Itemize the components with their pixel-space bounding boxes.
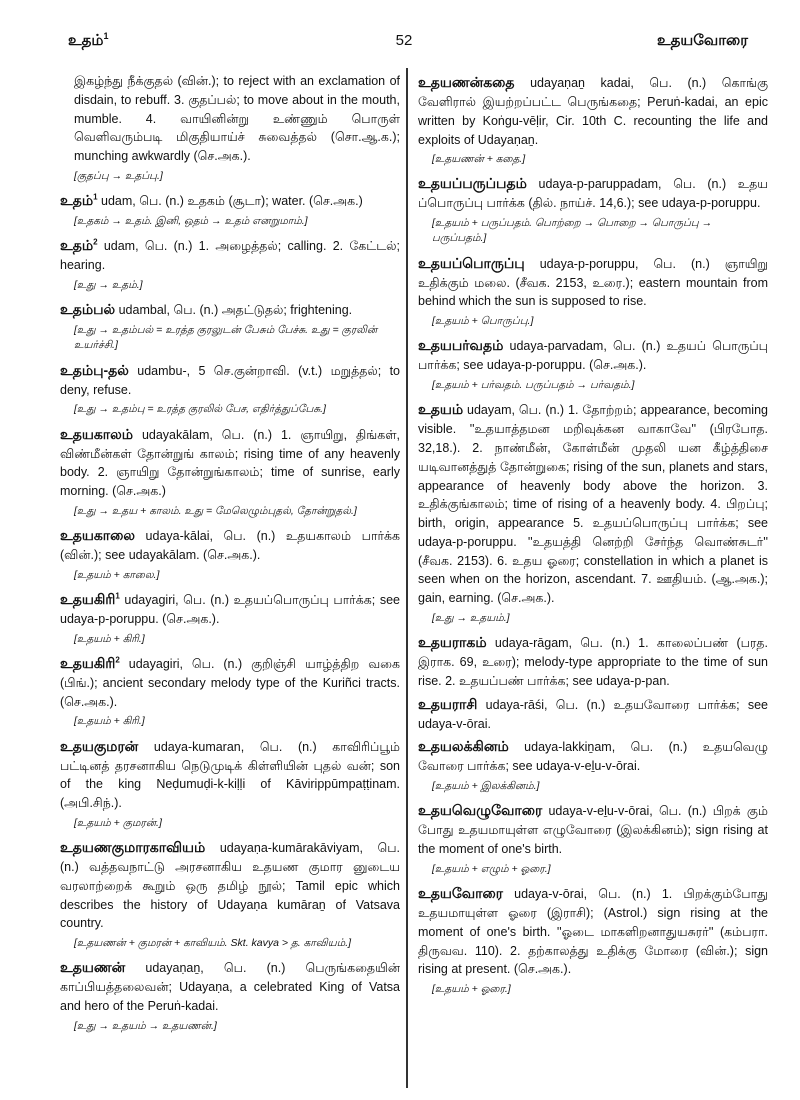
entry-definition: udaya-v-eḻu-v-ōrai, பெ. (n.) பிறக் கும் போது உதயமாயுள்ள எழுவோரை (இலக்கினம்); sign rising at the moment of one's birth. — [418, 804, 768, 857]
entry-headword: உதயராசி — [418, 695, 478, 712]
dictionary-entry — [418, 335, 768, 375]
entry-definition: udam, பெ. (n.) 1. அழைத்தல்; calling. 2. கேட்டல்; hearing. — [60, 239, 400, 273]
dictionary-entry — [60, 653, 400, 712]
entry-headword: உதயகாலம் — [60, 425, 133, 442]
dictionary-entry — [418, 694, 768, 734]
page-header — [60, 30, 748, 52]
entry-etymology: [உதயம் + பொருப்பு.] — [432, 315, 534, 328]
entry-definition: udaya-kālai, பெ. (n.) உதயகாலம் பார்க்க (வின்.); see udayakālam. (செ.அக.). — [60, 529, 400, 563]
dictionary-entry — [418, 883, 768, 979]
dictionary-entry — [60, 72, 400, 166]
dictionary-entry — [60, 190, 400, 211]
entry-definition: udambu-, 5 செ.குன்றாவி. (v.t.) மறுத்தல்; to deny, refuse. — [60, 363, 400, 397]
entry-etymology: [உது → உதம்பல் = உரத்த குரலுடன் பேசும் பேச்சு. உது = குரலின் உயர்ச்சி.] — [74, 324, 378, 352]
dictionary-entry — [60, 424, 400, 501]
entry-etymology: [உதயம் + எழும் + ஓரை.] — [432, 862, 551, 875]
entry-etymology: [உது → உதயம் → உதயணன்.] — [74, 1019, 217, 1032]
entry-etymology: [உதயம் + காலை.] — [74, 568, 160, 581]
dictionary-entry — [60, 736, 400, 813]
entry-etymology: [உதயம் + கிரி.] — [74, 632, 145, 645]
dictionary-entry — [418, 72, 768, 149]
entry-etymology: [உதயம் + குமரன்.] — [74, 816, 162, 829]
dictionary-entry — [60, 957, 400, 1016]
column-divider — [406, 68, 408, 1088]
entry-etymology: [உது → உதயம்.] — [432, 611, 510, 624]
entry-headword: உதம்பு-தல் — [60, 361, 129, 378]
entry-definition: udaya-rāgam, பெ. (n.) 1. காலைப்பண் (பரத. இராக. 69, உரை); melody-type appropriate to the time of sun rise. 2. உதயப்பண் பார்க்க; see udaya-p-pan. — [418, 636, 768, 688]
entry-definition: udam, பெ. (n.) உதகம் (சூடா); water. (செ.அக.) — [101, 193, 363, 208]
entry-definition: udayakālam, பெ. (n.) 1. ஞாயிறு, திங்கள், விண்மீன்கள் தோன்றுங் காலம்; rising time of any heavenly body. 2. ஞாயிறு தோன்றுங்காலம்; time of sunrise, early morning. (செ.அக.) — [60, 427, 400, 499]
dictionary-entry — [418, 173, 768, 213]
entry-headword: உதயப்பருப்பதம் — [418, 175, 527, 192]
guide-word-left: உதம்$^1$ — [68, 31, 109, 49]
entry-definition: udaya-p-poruppu, பெ. (n.) ஞாயிறு உதிக்கும் மலை. (சீவக. 2153, உரை.); eastern mountain from behind which the sun is supposed to rise. — [418, 256, 768, 309]
dictionary-entry — [418, 399, 768, 608]
entry-etymology: [உதயணன் + குமரன் + காவியம். Skt. kavya > த. காவியம்.] — [74, 937, 352, 950]
entry-definition: udayam, பெ. (n.) 1. தோற்றம்; appearance, becoming visible. ''உதயாத்தமன மறிவுக்கன வாகாவே'' (பிரபோத. 32,18.). 2. நாண்மீன், கோள்மீன் முதலி யன கீழ்த்திசை யடிவானத்துத் தோன்றுகை; rising of the sun, planets and stars, appearance of heavenly body above the horizon. 3. உதிக்குங்காலம்; time of rising of a heavenly body. 4. பிறப்பு; birth, origin, appearance 5. உதயப்பொருப்பு பார்க்க; see udaya-p-poruppu. ''உதயத்தி னெற்றி சேர்ந்த வொண்சுடர்'' (சீவக. 2153). 6. உதய ஓரை; constellation in which a planet is seen when on the horizon, ascendant. 7. ஊதியம். (ஆ.அக.); gain, earning. (செ.அக.). — [418, 403, 768, 606]
entry-etymology: [உது → உதய + காலம். உது = மேலெழும்புதல், தோன்றுதல்.] — [74, 504, 357, 517]
dictionary-entry — [418, 253, 768, 312]
entry-etymology: [உதயணன் + கதை.] — [432, 153, 526, 166]
entry-headword: உதம்பல் — [60, 301, 116, 318]
page-number: 52 — [395, 32, 413, 49]
entry-headword: உதயகாலை — [60, 527, 135, 544]
dictionary-entry — [418, 800, 768, 859]
entry-definition: udayaṇa-kumārakāviyam, பெ. (n.) வத்தவநாட்டு அரசனாகிய உதயண குமார னுடைய வரலாற்றைக் கூறும் ஒரு தமிழ் நூல்; Tamil epic which describes the history of Udayaṇa kumāraṉ of Vatsava country. — [60, 841, 400, 931]
entry-etymology: [உதயம் + இலக்கினம்.] — [432, 780, 540, 793]
left-column — [60, 72, 400, 1082]
dictionary-entry — [418, 736, 768, 776]
entry-definition: udaya-v-ōrai, பெ. (n.) 1. பிறக்கும்போது உதயமாயுள்ள ஓரை (இராசி); (Astrol.) sign rising at the moment of one's birth. ''ஓடை மாகளிறனாதுயசுரர்'' (கம்பரா. திருவவ. 110). 2. தற்காலத்து உதிக்கு மோரை (வின்.); sign rising at present. (செ.அக.). — [418, 887, 768, 977]
entry-headword: உதயவோரை — [418, 885, 503, 901]
entry-etymology: [உதயம் + பருப்பதம். பொற்றை → பொறை → பொருப்பு → பருப்பதம்.] — [432, 217, 713, 245]
entry-etymology: [உதகம் → உதம். இனி, ஒதம் → உதம் எனறுமாம்.] — [74, 214, 308, 227]
entry-definition: udaya-rāśi, பெ. (n.) உதயவோரை பார்க்க; see udaya-v-ōrai. — [418, 697, 768, 731]
entry-etymology: [உதயம் + பர்வதம். பருப்பதம் → பர்வதம்.] — [432, 379, 635, 392]
entry-definition: udaya-kumaran, பெ. (n.) காவிரிப்பூம் பட்டினத் தரசனாகிய நெடுமுடிக் கிள்ளியின் புதல் வன்; son of the king Neḍumuḍi-k-kiḷḷi of Kāvirippūmpaṭṭinam. (அபி.சிந்.). — [60, 739, 400, 811]
entry-headword: உதயம் — [418, 401, 464, 418]
dictionary-entry — [60, 360, 400, 400]
dictionary-entry — [60, 837, 400, 933]
entry-definition: udayaṇaṉ, பெ. (n.) பெருங்கதையின் காப்பியத்தலைவன்; Udayaṇa, a celebrated King of Vatsa and hero of the Peruṅ-kadai. — [60, 961, 400, 1014]
entry-headword: உதயபர்வதம் — [418, 337, 504, 354]
dictionary-entry — [60, 525, 400, 565]
guide-word-right: உதயவோரை — [656, 32, 748, 49]
entry-definition: udaya-lakkiṉam, பெ. (n.) உதயவெழு வோரை பார்க்க; see udaya-v-eḻu-v-ōrai. — [418, 740, 768, 774]
entry-headword: உதயவெழுவோரை — [418, 802, 543, 819]
entry-headword: உதம்$^1$ — [60, 191, 98, 208]
entry-definition: udaya-parvadam, பெ. (n.) உதயப் பொருப்பு பார்க்க; see udaya-p-poruppu. (செ.அக.). — [418, 339, 768, 373]
entry-headword: உதயகிரி$^1$ — [60, 591, 120, 607]
entry-definition: udayagiri, பெ. (n.) உதயப்பொருப்பு பார்க்க; see udaya-p-poruppu. (செ.அக.). — [60, 593, 400, 626]
entry-definition: இகழ்ந்து நீக்குதல் (வின்.); to reject with an exclamation of disdain, to rebuff. 3. குதப்பல்; to move about in the mouth, mumble. 4. வாயினின்று உண்ணும் பொருள் வெளிவரும்படி மிகுதியாய்ச் சுவைத்தல் (சொ.ஆ.க.); munching awkwardly (செ.அக.). — [74, 74, 400, 163]
entry-headword: உதயணன்கதை — [418, 74, 515, 90]
entry-definition: udaya-p-paruppadam, பெ. (n.) உதய ப்பொருப்பு பார்க்க (தில். நாய்ச். 14,6.); see udaya-p-poruppu. — [418, 177, 768, 211]
entry-etymology: [குதப்பு → உதப்பு.] — [74, 169, 163, 182]
dictionary-entry — [60, 235, 400, 275]
dictionary-entry — [60, 299, 400, 320]
entry-definition: udambal, பெ. (n.) அதட்டுதல்; frightening. — [118, 303, 353, 318]
dictionary-entry — [60, 589, 400, 629]
entry-headword: உதயணகுமாரகாவியம் — [60, 839, 206, 856]
entry-definition: udayaṇaṉ kadai, பெ. (n.) கொங்கு வேளிரால் இயற்றப்பட்ட பெருங்கதை; Peruṅ-kadai, an epic written by Koṅgu-vēḷir, Cir. 10th C. recounting the life and exploits of Udayaṇaṉ. — [418, 76, 768, 147]
entry-headword: உதயகிரி$^2$ — [60, 654, 120, 671]
entry-headword: உதயகுமரன் — [60, 737, 139, 754]
entry-headword: உதயணன் — [60, 959, 126, 976]
entry-headword: உதயலக்கினம் — [418, 738, 509, 755]
entry-etymology: [உது → உதம்பு = உரத்த குரலில் பேச, எதிர்த்துப்பேசு.] — [74, 403, 326, 416]
entry-etymology: [உது → உதம்.] — [74, 278, 143, 291]
dictionary-entry — [418, 632, 768, 691]
entry-headword: உதம்$^2$ — [60, 237, 98, 254]
entry-etymology: [உதயம் + கிரி.] — [74, 715, 145, 728]
entry-headword: உதயராகம் — [418, 634, 487, 651]
entry-etymology: [உதயம் + ஓரை.] — [432, 983, 511, 995]
entry-headword: உதயப்பொருப்பு — [418, 254, 525, 271]
right-column — [418, 72, 768, 1082]
entry-definition: udayagiri, பெ. (n.) குறிஞ்சி யாழ்த்திற வகை (பிங்.); ancient secondary melody type of the Kuriñci tracts. (செ.அக.). — [60, 656, 400, 709]
